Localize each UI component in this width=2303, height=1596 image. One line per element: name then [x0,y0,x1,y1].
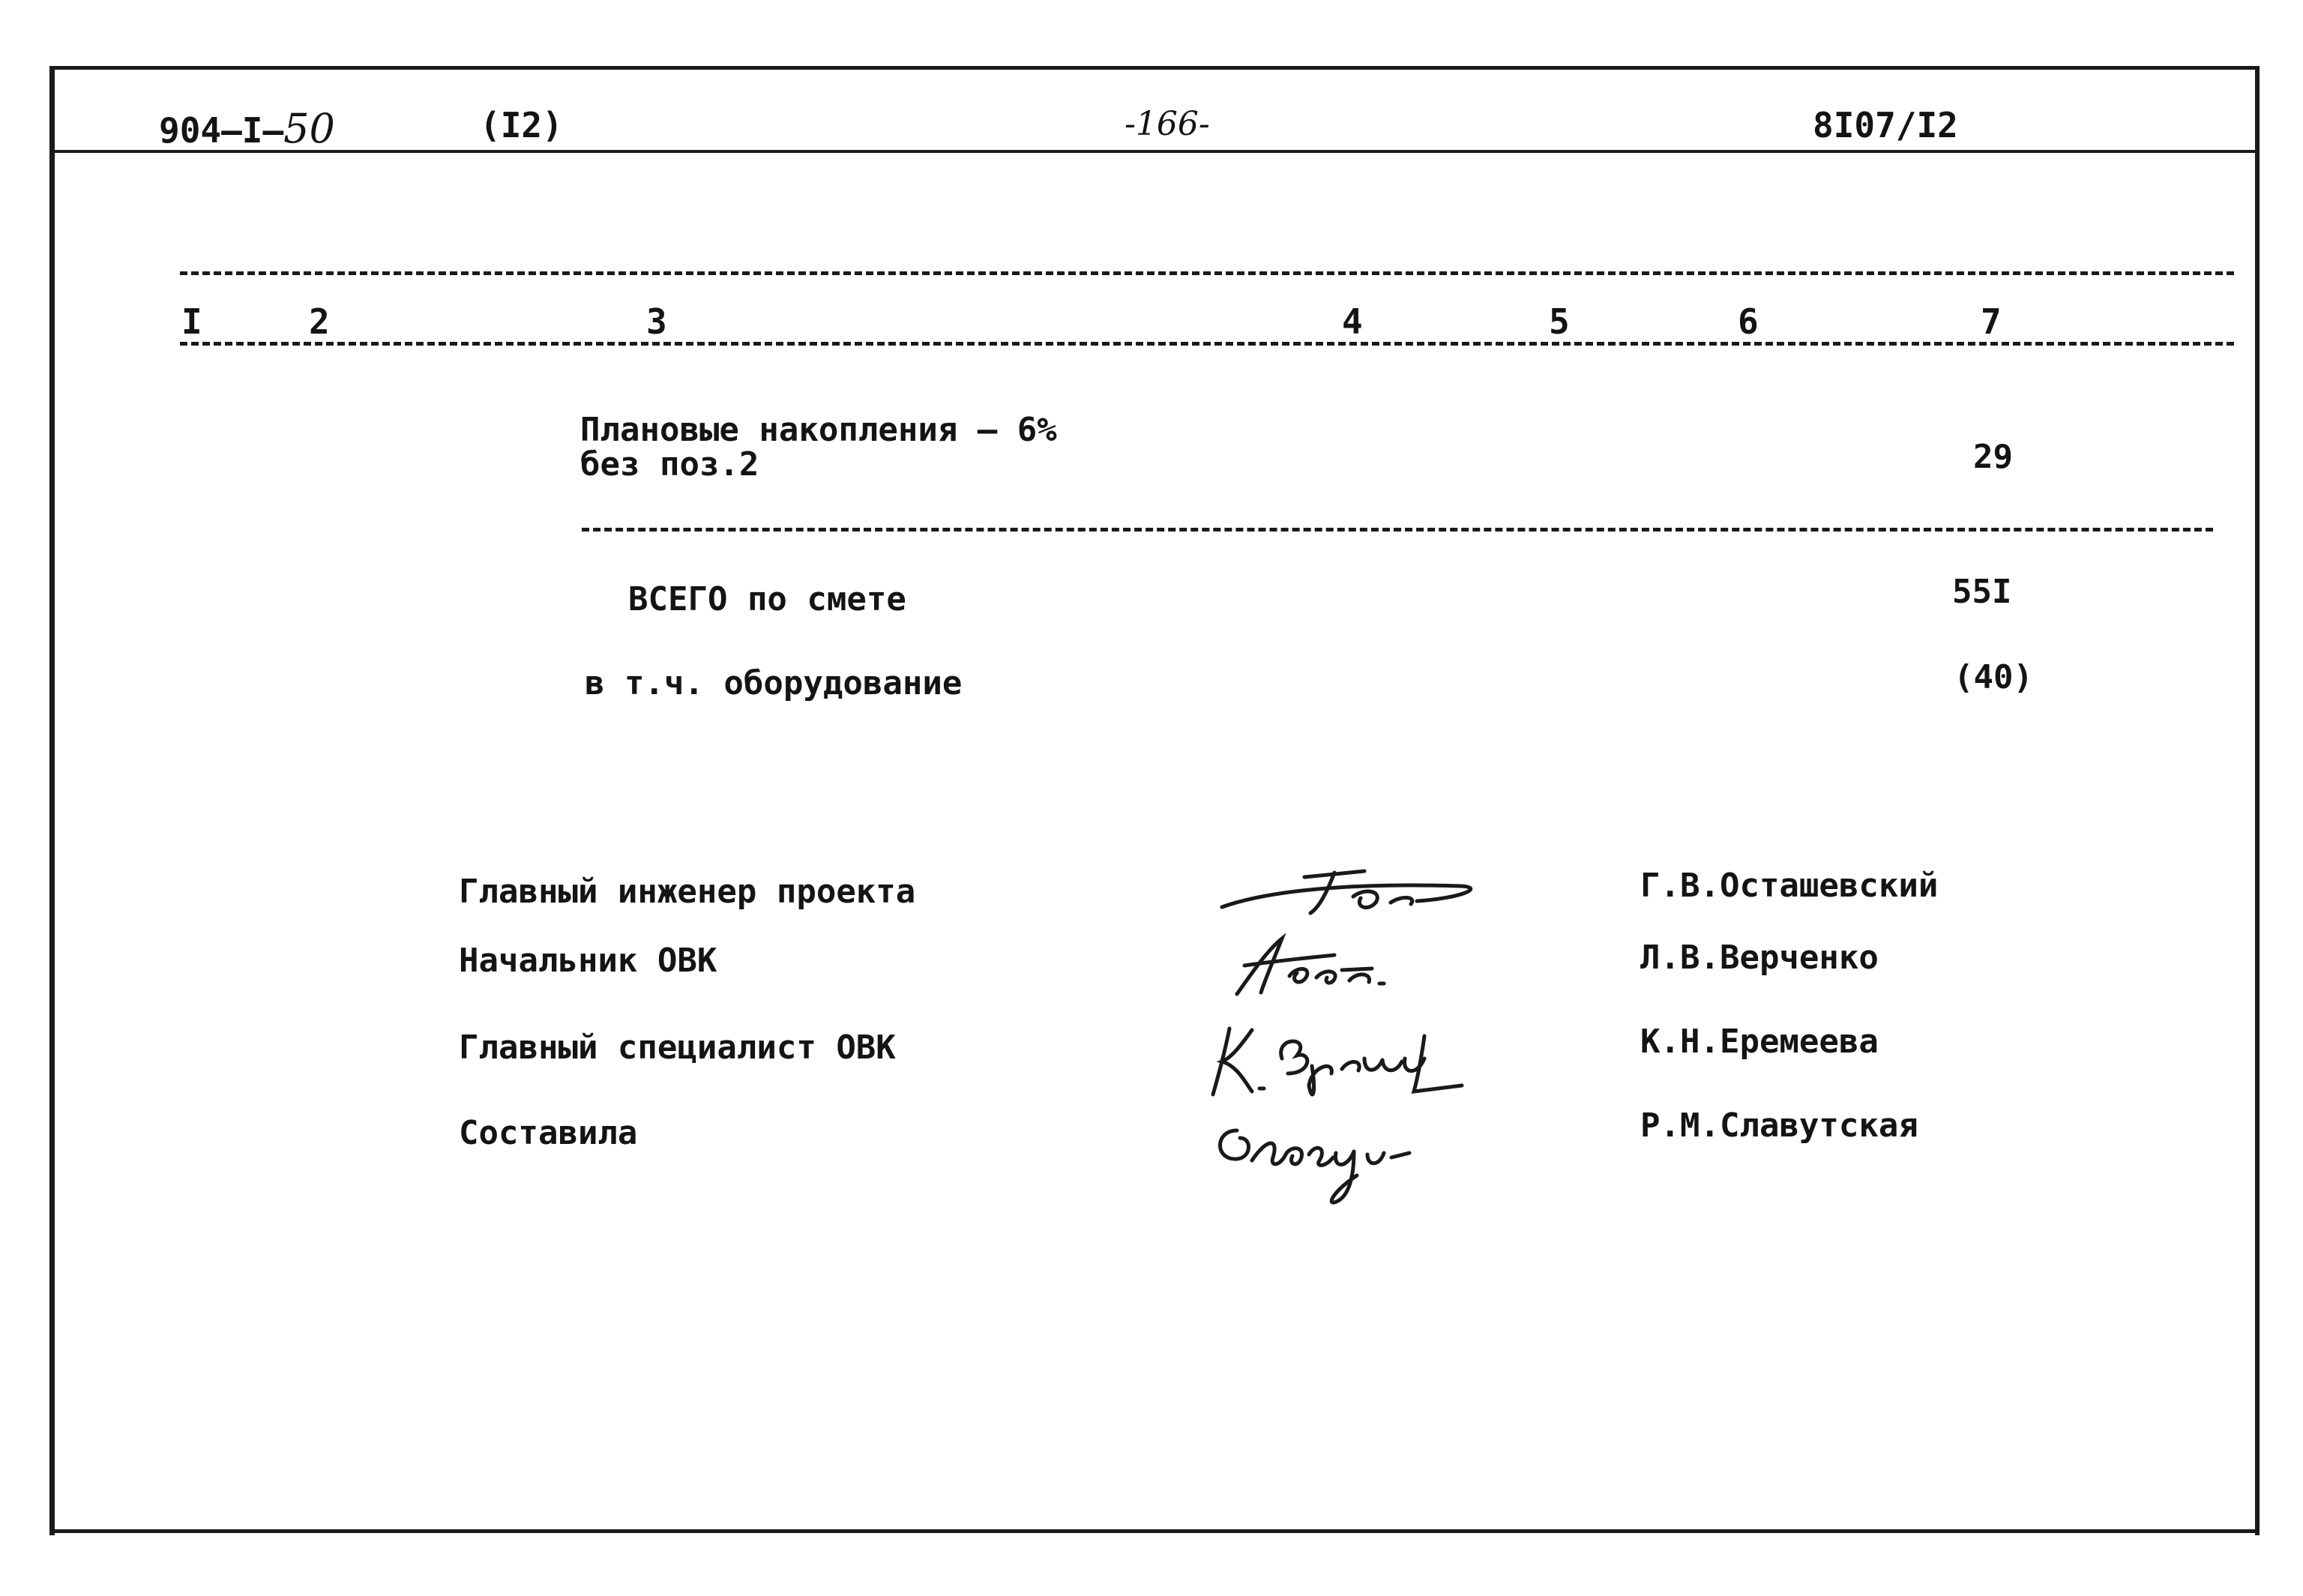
row-equipment-label: в т.ч. оборудование [585,664,963,702]
column-number-5: 5 [1549,301,1570,342]
table-top-dashed-rule [180,271,2234,275]
document-code-handwritten: 50 [283,105,335,152]
column-number-1: I [181,301,202,342]
signatory-role-chief-engineer: Главный инженер проекта [459,873,916,911]
row-planned-savings-sublabel: без поз.2 [580,445,759,484]
signatory-role-head-ovk: Начальник ОВК [459,942,717,980]
signatory-name-chief-specialist: К.Н.Еремеева [1640,1023,1879,1061]
table-header-dashed-rule [180,342,2234,346]
column-number-2: 2 [309,301,330,342]
frame-right-border [2255,66,2260,1535]
column-number-3: 3 [646,301,667,342]
signature-chief-engineer [1214,855,1484,930]
frame-top-border [49,66,2260,70]
column-number-7: 7 [1981,301,2002,342]
page-number: -166- [1125,105,1210,143]
signatory-role-compiler: Составила [459,1114,638,1152]
signatory-name-compiler: Р.М.Славутская [1640,1106,1918,1145]
subtotal-dashed-rule [582,528,2213,532]
row-total-value: 55I [1952,573,2012,611]
row-total-label: ВСЕГО по смете [628,580,906,618]
document-code [159,105,335,152]
signature-compiler [1207,1108,1462,1213]
column-number-6: 6 [1738,301,1759,342]
frame-bottom-border [49,1529,2260,1533]
row-planned-savings-value: 29 [1973,438,2013,476]
row-planned-savings-label: Плановые накопления – 6% [580,411,1057,449]
signatory-name-head-ovk: Л.В.Верченко [1640,939,1879,977]
signatory-role-chief-specialist: Главный специалист ОВК [459,1029,896,1067]
doc-number: 8I07/I2 [1813,105,1958,145]
signatory-name-chief-engineer: Г.В.Осташевский [1640,867,1939,905]
row-equipment-value: (40) [1954,658,2033,696]
header-divider [49,150,2260,153]
sheet-number: (I2) [480,105,563,145]
signature-chief-specialist [1199,1014,1484,1103]
document-code-prefix: 904–I– [159,110,284,151]
frame-left-border [49,66,55,1535]
column-number-4: 4 [1342,301,1363,342]
signature-head-ovk [1222,928,1447,1003]
